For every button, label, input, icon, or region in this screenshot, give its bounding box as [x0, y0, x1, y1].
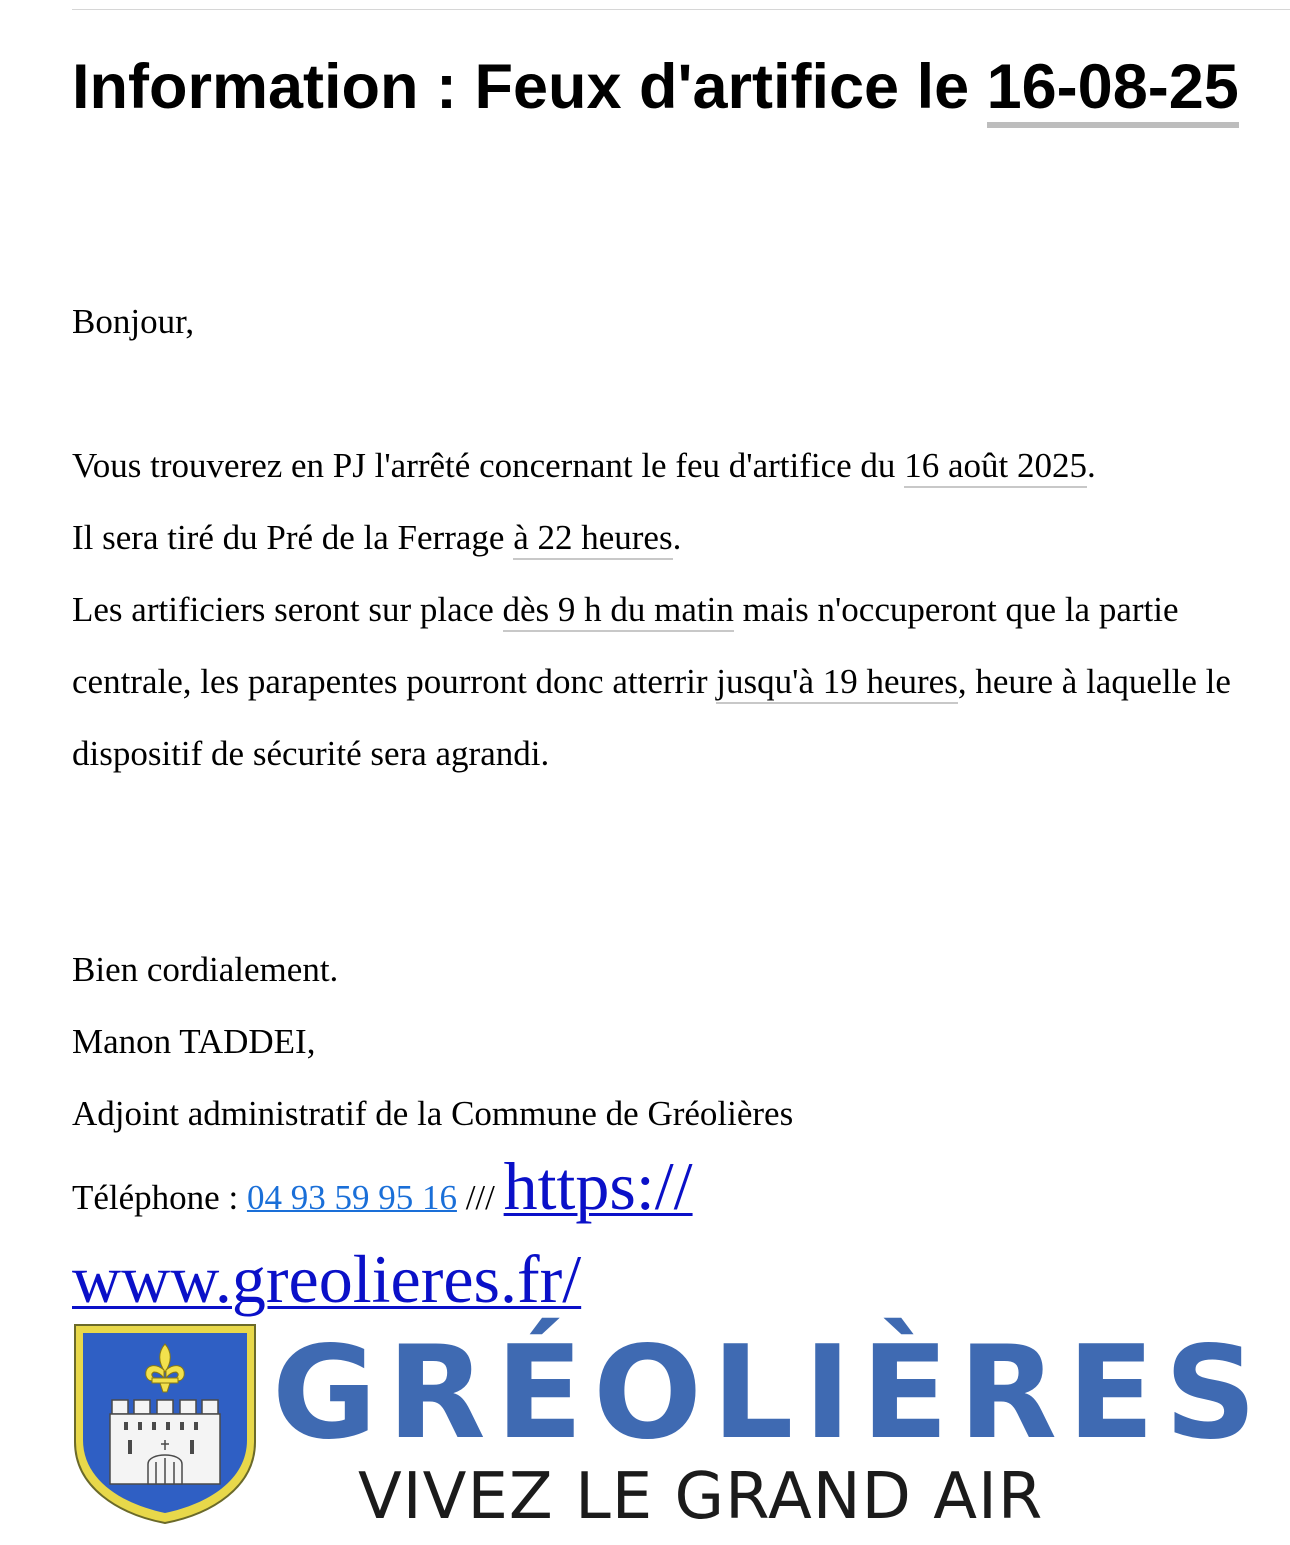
phone-label: Téléphone : — [72, 1178, 247, 1217]
email-signature — [72, 934, 1252, 1336]
phone-link[interactable]: 04 93 59 95 16 — [246, 1178, 457, 1217]
email-subject — [72, 46, 1252, 128]
email-greeting-block — [72, 286, 1252, 358]
signature-name: Manon TADDEI, — [72, 1022, 316, 1061]
logo-brand-name: GRÉOLIÈRES — [272, 1319, 1267, 1468]
message-line-1 — [72, 430, 1252, 502]
logo-tagline: VIVEZ LE GRAND AIR — [358, 1460, 1044, 1534]
message-text: Vous trouverez en PJ l'arrêté concernant le feu d'artifice du — [72, 446, 905, 485]
website-link-part2[interactable]: www.greolieres.fr/ — [72, 1241, 582, 1317]
message-line-2 — [72, 502, 1252, 574]
message-text: . — [672, 518, 682, 557]
date-link-event[interactable]: 16 août 2025 — [904, 446, 1087, 488]
time-link-fireworks[interactable]: à 22 heures — [513, 518, 672, 560]
coat-of-arms-icon — [72, 1322, 258, 1526]
commune-logo — [72, 1319, 1267, 1534]
message-text: Il sera tiré du Pré de la Ferrage — [72, 518, 514, 557]
subject-prefix: Information : Feux d'artifice le — [72, 52, 987, 122]
website-link-part1[interactable]: https:// — [503, 1148, 693, 1224]
header-divider — [72, 9, 1290, 10]
contact-line — [72, 1150, 1252, 1234]
time-link-morning[interactable]: dès 9 h du matin — [503, 590, 734, 632]
email-message — [72, 430, 1252, 790]
message-text: mais n'occuperont que la partie centrale, les parapentes pourront donc atterrir — [72, 590, 1179, 701]
subject-date-link[interactable]: 16-08-25 — [987, 52, 1239, 128]
separator-text: /// — [456, 1178, 504, 1217]
message-line-3 — [72, 574, 1252, 790]
closing-text: Bien cordialement. — [72, 950, 339, 989]
time-link-landing[interactable]: jusqu'à 19 heures — [716, 662, 958, 704]
greeting-text: Bonjour, — [72, 302, 195, 341]
message-text: Les artificiers seront sur place — [72, 590, 503, 629]
message-text: , heure à laquelle le dispositif de sécurité sera agrandi. — [72, 662, 1231, 773]
signature-role: Adjoint administratif de la Commune de Gréolières — [72, 1094, 794, 1133]
message-text: . — [1086, 446, 1096, 485]
